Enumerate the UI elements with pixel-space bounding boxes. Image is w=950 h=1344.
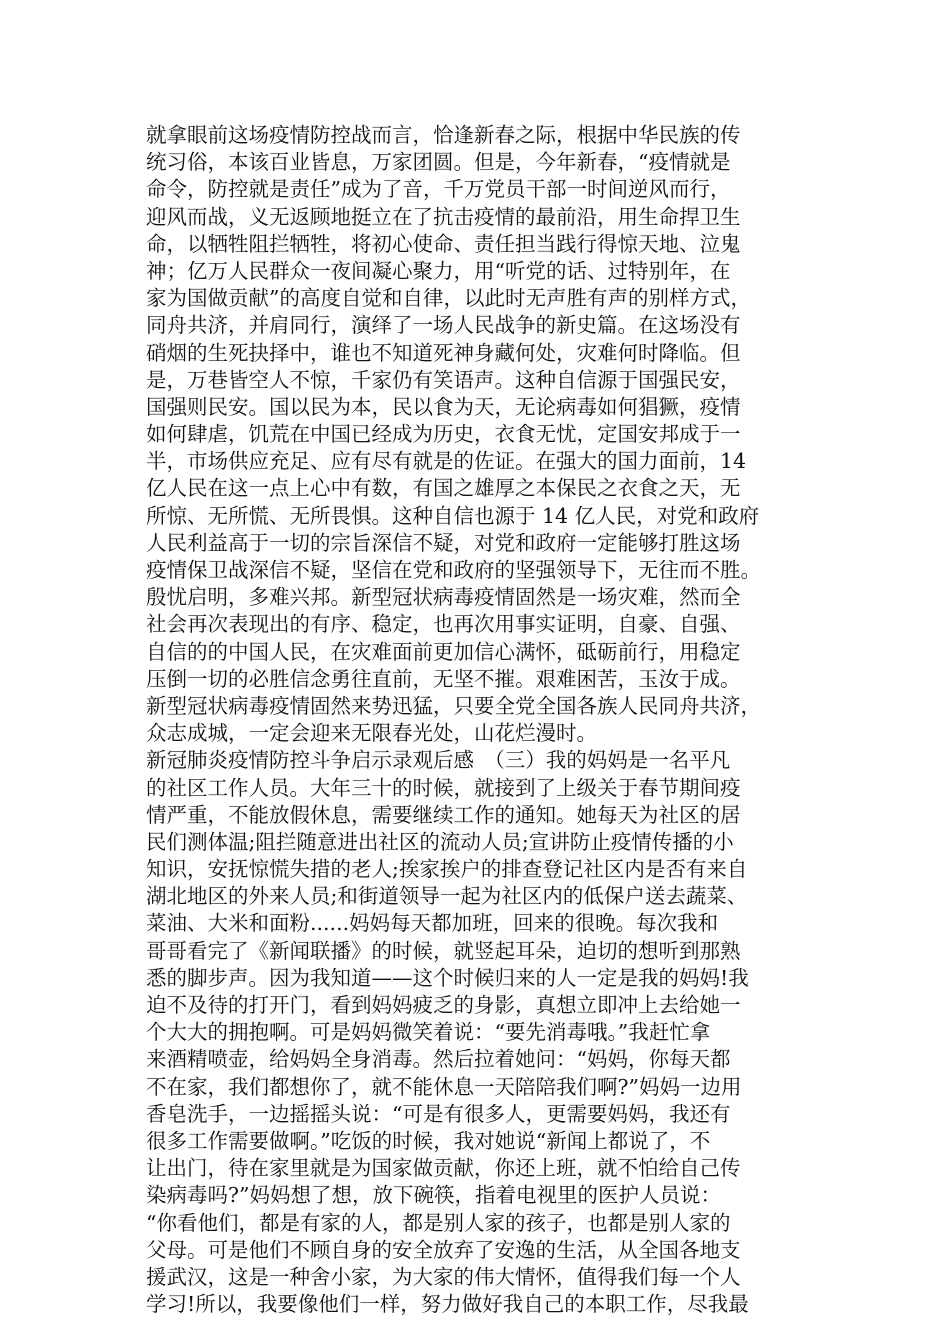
text-line: 迫不及待的打开门，看到妈妈疲乏的身影，真想立即冲上去给她一 — [146, 993, 741, 1017]
text-line: 如何肆虐，饥荒在中国已经成为历史，衣食无忧，定国安邦成于一 — [146, 422, 741, 447]
text-line: 命，以牺牲阻拦牺牲，将初心使命、责任担当践行得惊天地、泣鬼 — [146, 231, 741, 256]
text-line: 疫情保卫战深信不疑，坚信在党和政府的坚强领导下，无往而不胜。 — [146, 558, 761, 582]
text-line: 压倒一切的必胜信念勇往直前，无坚不摧。艰难困苦，玉汝于成。 — [146, 666, 741, 691]
text-line: 情严重，不能放假休息，需要继续工作的通知。她每天为社区的居 — [146, 802, 741, 827]
text-line: 硝烟的生死抉择中，谁也不知道死神身藏何处，灾难何时降临。但 — [146, 340, 741, 365]
text-line: 迎风而战，义无返顾地挺立在了抗击疫情的最前沿，用生命捍卫生 — [146, 204, 741, 229]
text-line: 统习俗，本该百业皆息，万家团圆。但是，今年新春，“疫情就是 — [146, 150, 731, 175]
text-line: 的社区工作人员。大年三十的时候，就接到了上级关于春节期间疫 — [146, 775, 741, 800]
text-line: 来酒精喷壶，给妈妈全身消毒。然后拉着她问：“妈妈，你每天都 — [146, 1047, 731, 1072]
text-line: 国强则民安。国以民为本，民以食为天，无论病毒如何猖獗，疫情 — [146, 394, 741, 419]
text-line: 哥哥看完了《新闻联播》的时候，就竖起耳朵，迫切的想听到那熟 — [146, 938, 741, 963]
text-line: 众志成城，一定会迎来无限春光处，山花烂漫时。 — [146, 721, 597, 746]
text-line: 民们测体温;阻拦随意进出社区的流动人员;宣讲防止疫情传播的小 — [146, 829, 734, 854]
text-line: 亿人民在这一点上心中有数，有国之雄厚之本保民之衣食之天，无 — [146, 476, 741, 501]
text-line: 人民利益高于一切的宗旨深信不疑，对党和政府一定能够打胜这场 — [146, 530, 741, 555]
text-line: 社会再次表现出的有序、稳定，也再次用事实证明，自豪、自强、 — [146, 612, 741, 637]
text-line: 就拿眼前这场疫情防控战而言，恰逢新春之际，根据中华民族的传 — [146, 123, 741, 147]
text-line: “你看他们，都是有家的人，都是别人家的孩子，也都是别人家的 — [146, 1210, 731, 1235]
body-text — [146, 122, 816, 1318]
text-line: 神；亿万人民群众一夜间凝心聚力，用“听党的话、过特别年，在 — [146, 258, 731, 283]
text-line: 命令，防控就是责任”成为了音，千万党员干部一时间逆风而行， — [146, 177, 731, 202]
text-line: 学习!所以，我要像他们一样，努力做好我自己的本职工作，尽我最 — [146, 1292, 749, 1317]
text-line: 援武汉，这是一种舍小家，为大家的伟大情怀，值得我们每一个人 — [146, 1264, 741, 1289]
text-line: 悉的脚步声。因为我知道——这个时候归来的人一定是我的妈妈!我 — [146, 965, 749, 990]
text-line: 不在家，我们都想你了，就不能休息一天陪陪我们啊?”妈妈一边用 — [146, 1074, 742, 1099]
text-line: 香皂洗手，一边摇摇头说：“可是有很多人，更需要妈妈，我还有 — [146, 1101, 731, 1126]
text-line: 湖北地区的外来人员;和街道领导一起为社区内的低保户送去蔬菜、 — [146, 884, 748, 909]
text-line: 个大大的拥抱啊。可是妈妈微笑着说：“要先消毒哦。”我赶忙拿 — [146, 1020, 711, 1045]
text-line: 家为国做贡献”的高度自觉和自律，以此时无声胜有声的别样方式， — [146, 286, 751, 311]
text-line: 是，万巷皆空人不惊，千家仍有笑语声。这种自信源于国强民安， — [146, 367, 741, 392]
text-line: 父母。可是他们不顾自身的安全放弃了安逸的生活，从全国各地支 — [146, 1237, 741, 1262]
text-line: 新型冠状病毒疫情固然来势迅猛，只要全党全国各族人民同舟共济， — [146, 693, 761, 718]
text-line: 殷忧启明，多难兴邦。新型冠状病毒疫情固然是一场灾难，然而全 — [146, 585, 741, 610]
text-line: 自信的的中国人民，在灾难面前更加信心满怀，砥砺前行，用稳定 — [146, 639, 741, 664]
text-line: 很多工作需要做啊。”吃饭的时候，我对她说“新闻上都说了，不 — [146, 1128, 711, 1153]
text-line: 让出门，待在家里就是为国家做贡献，你还上班，就不怕给自己传 — [146, 1156, 741, 1181]
text-line: 染病毒吗?”妈妈想了想，放下碗筷，指着电视里的医护人员说： — [146, 1183, 721, 1208]
text-line: 同舟共济，并肩同行，演绎了一场人民战争的新史篇。在这场没有 — [146, 313, 741, 338]
text-line: 半，市场供应充足、应有尽有就是的佐证。在强大的国力面前，14 — [146, 449, 747, 474]
text-line: 所惊、无所慌、无所畏惧。这种自信也源于 14 亿人民，对党和政府 — [146, 503, 760, 528]
text-line: 菜油、大米和面粉......妈妈每天都加班，回来的很晚。每次我和 — [146, 911, 719, 936]
text-line: 新冠肺炎疫情防控斗争启示录观后感 （三）我的妈妈是一名平凡 — [146, 748, 731, 773]
text-line: 知识，安抚惊慌失措的老人;挨家挨户的排查登记社区内是否有来自 — [146, 857, 748, 882]
